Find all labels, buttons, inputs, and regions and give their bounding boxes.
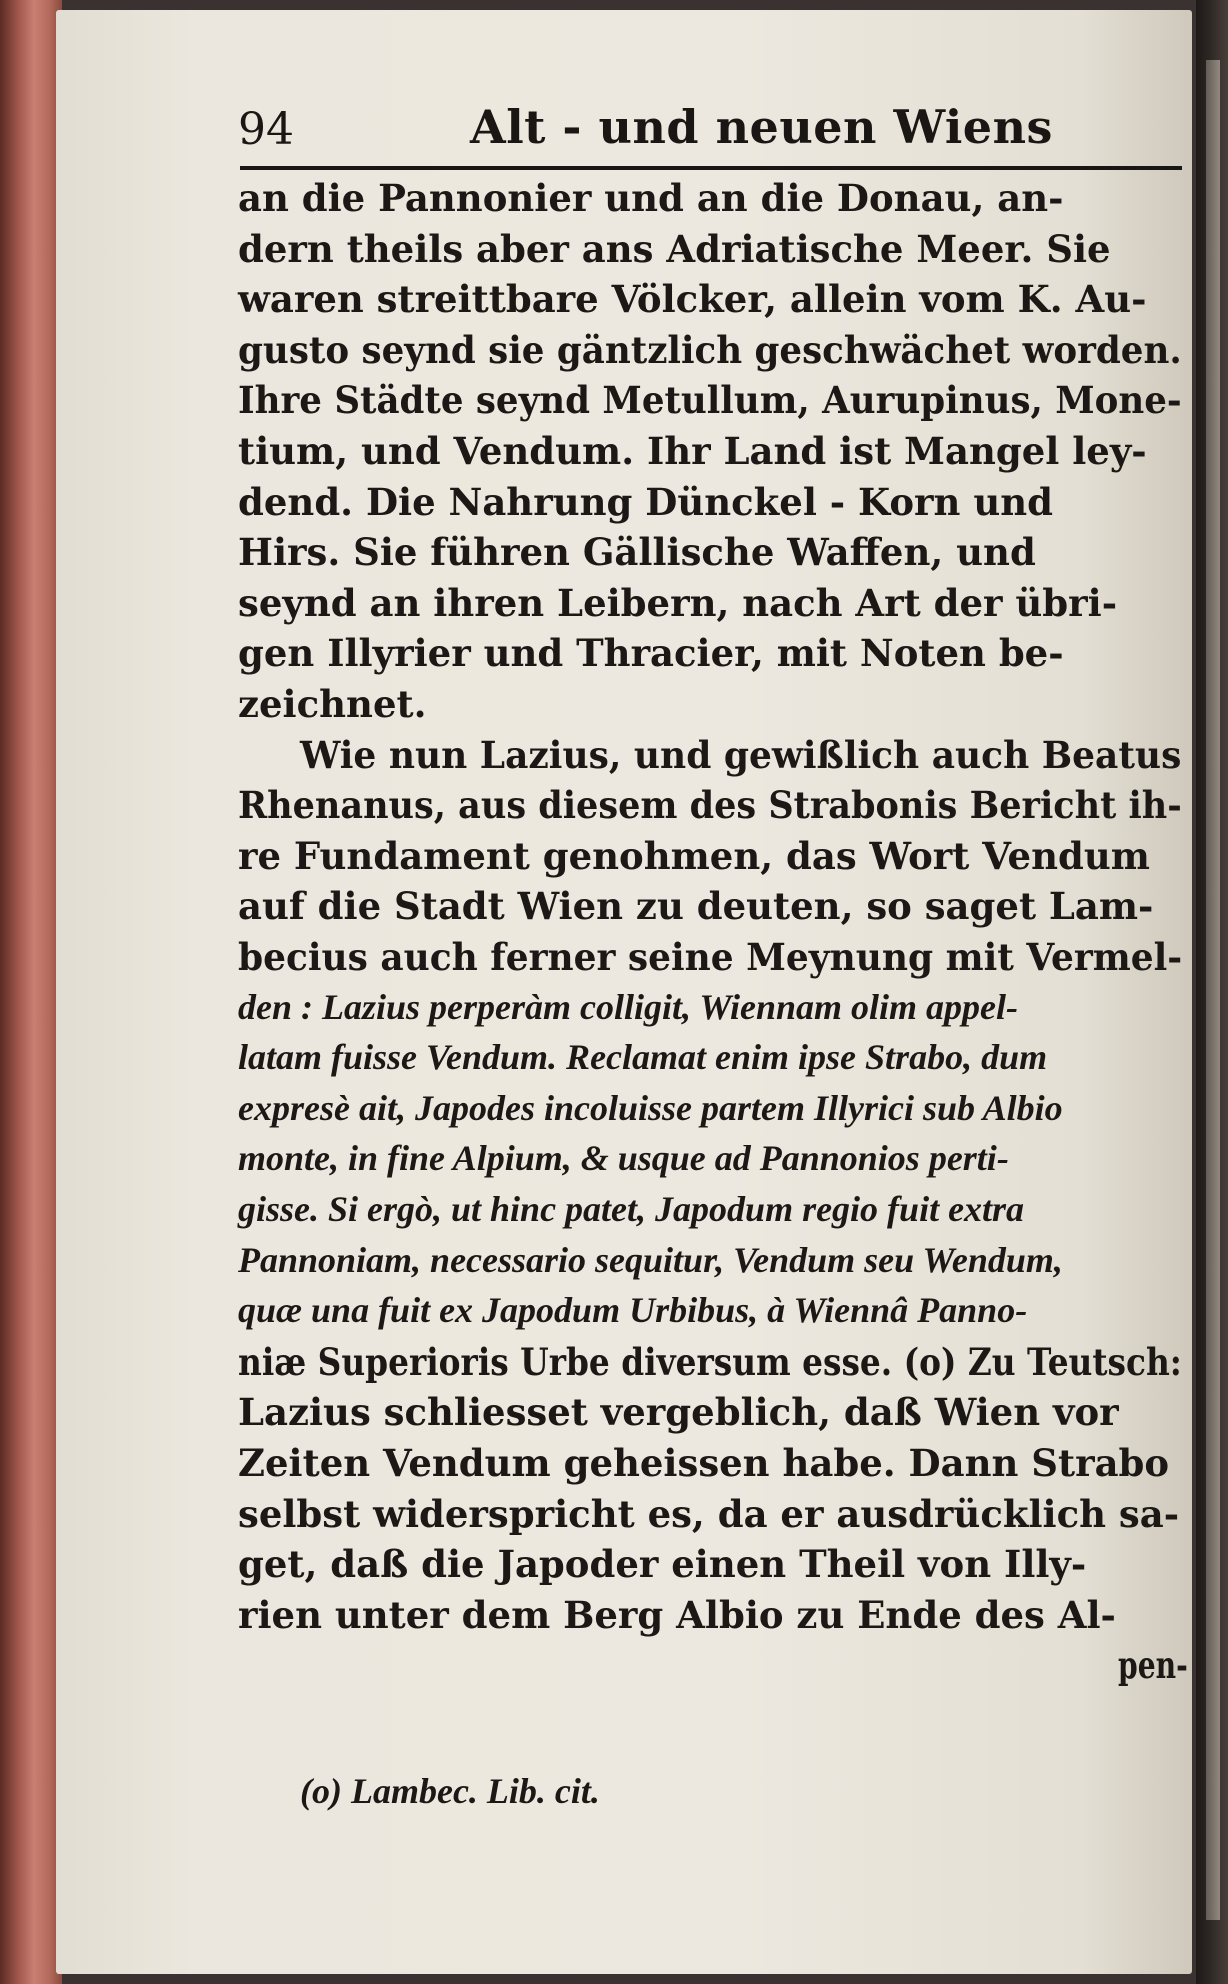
page-number: 94 <box>238 104 294 155</box>
text-line: Wie nun Lazius, und gewißlich auch Beatus <box>300 732 1182 777</box>
text-line: niæ Superioris Urbe diversum esse. (o) Zu Teutsch: <box>238 1339 1182 1384</box>
text-line: seynd an ihren Leibern, nach Art der übri- <box>238 580 1118 625</box>
text-line: zeichnet. <box>238 682 427 726</box>
text-line: becius auch ferner seine Meynung mit Vermel- <box>238 935 1183 979</box>
text-line: pen- <box>1118 1643 1188 1688</box>
next-page-edge <box>1196 0 1228 1984</box>
text-line: monte, in fine Alpium, & usque ad Pannonios perti- <box>238 1138 1009 1179</box>
text-line: latam fuisse Vendum. Reclamat enim ipse Strabo, dum <box>238 1037 1048 1078</box>
text-line: waren streittbare Völcker, allein vom K. Au- <box>238 277 1147 322</box>
text-line: Lazius schliesset vergeblich, daß Wien vor <box>238 1390 1119 1435</box>
text-line: dend. Die Nahrung Dünckel - Korn und <box>238 479 1053 524</box>
text-line: quæ una fuit ex Japodum Urbibus, à Wiennâ Panno- <box>238 1290 1028 1331</box>
text-line: tium, und Vendum. Ihr Land ist Mangel ley- <box>238 429 1147 473</box>
text-line: Rhenanus, aus diesem des Strabonis Bericht ih- <box>238 783 1182 828</box>
running-title: Alt - und neuen Wiens <box>470 100 1053 154</box>
text-line: Pannoniam, necessario sequitur, Vendum seu Wendum, <box>238 1239 1063 1280</box>
text-line: den : Lazius perperàm colligit, Wiennam olim appel- <box>238 986 1019 1027</box>
text-line: Hirs. Sie führen Gällische Waffen, und <box>238 530 1036 575</box>
text-line: re Fundament genohmen, das Wort Vendum <box>238 833 1150 878</box>
text-line: selbst widerspricht es, da er ausdrücklich sa- <box>238 1491 1180 1536</box>
text-line: expresè ait, Japodes incoluisse partem Illyrici sub Albio <box>238 1087 1063 1128</box>
text-line: Zeiten Vendum geheissen habe. Dann Strabo <box>238 1441 1170 1485</box>
text-line: gen Illyrier und Thracier, mit Noten be- <box>238 631 1064 676</box>
next-page-sliver <box>1206 60 1220 1920</box>
text-line: Ihre Städte seynd Metullum, Aurupinus, Mone- <box>238 378 1182 423</box>
text-line: rien unter dem Berg Albio zu Ende des Al- <box>238 1592 1116 1637</box>
text-line: auf die Stadt Wien zu deuten, so saget Lam- <box>238 884 1154 929</box>
footnote: (o) Lambec. Lib. cit. <box>300 1771 600 1811</box>
header-rule <box>240 166 1182 170</box>
text-line: gusto seynd sie gäntzlich geschwächet worden. <box>238 327 1182 372</box>
text-line: get, daß die Japoder einen Theil von Illy- <box>238 1542 1087 1587</box>
text-line: gisse. Si ergò, ut hinc patet, Japodum regio fuit extra <box>238 1189 1025 1229</box>
book-edge <box>0 0 62 1984</box>
text-line: an die Pannonier und an die Donau, an- <box>238 176 1064 220</box>
text-line: dern theils aber ans Adriatische Meer. Sie <box>238 226 1111 271</box>
